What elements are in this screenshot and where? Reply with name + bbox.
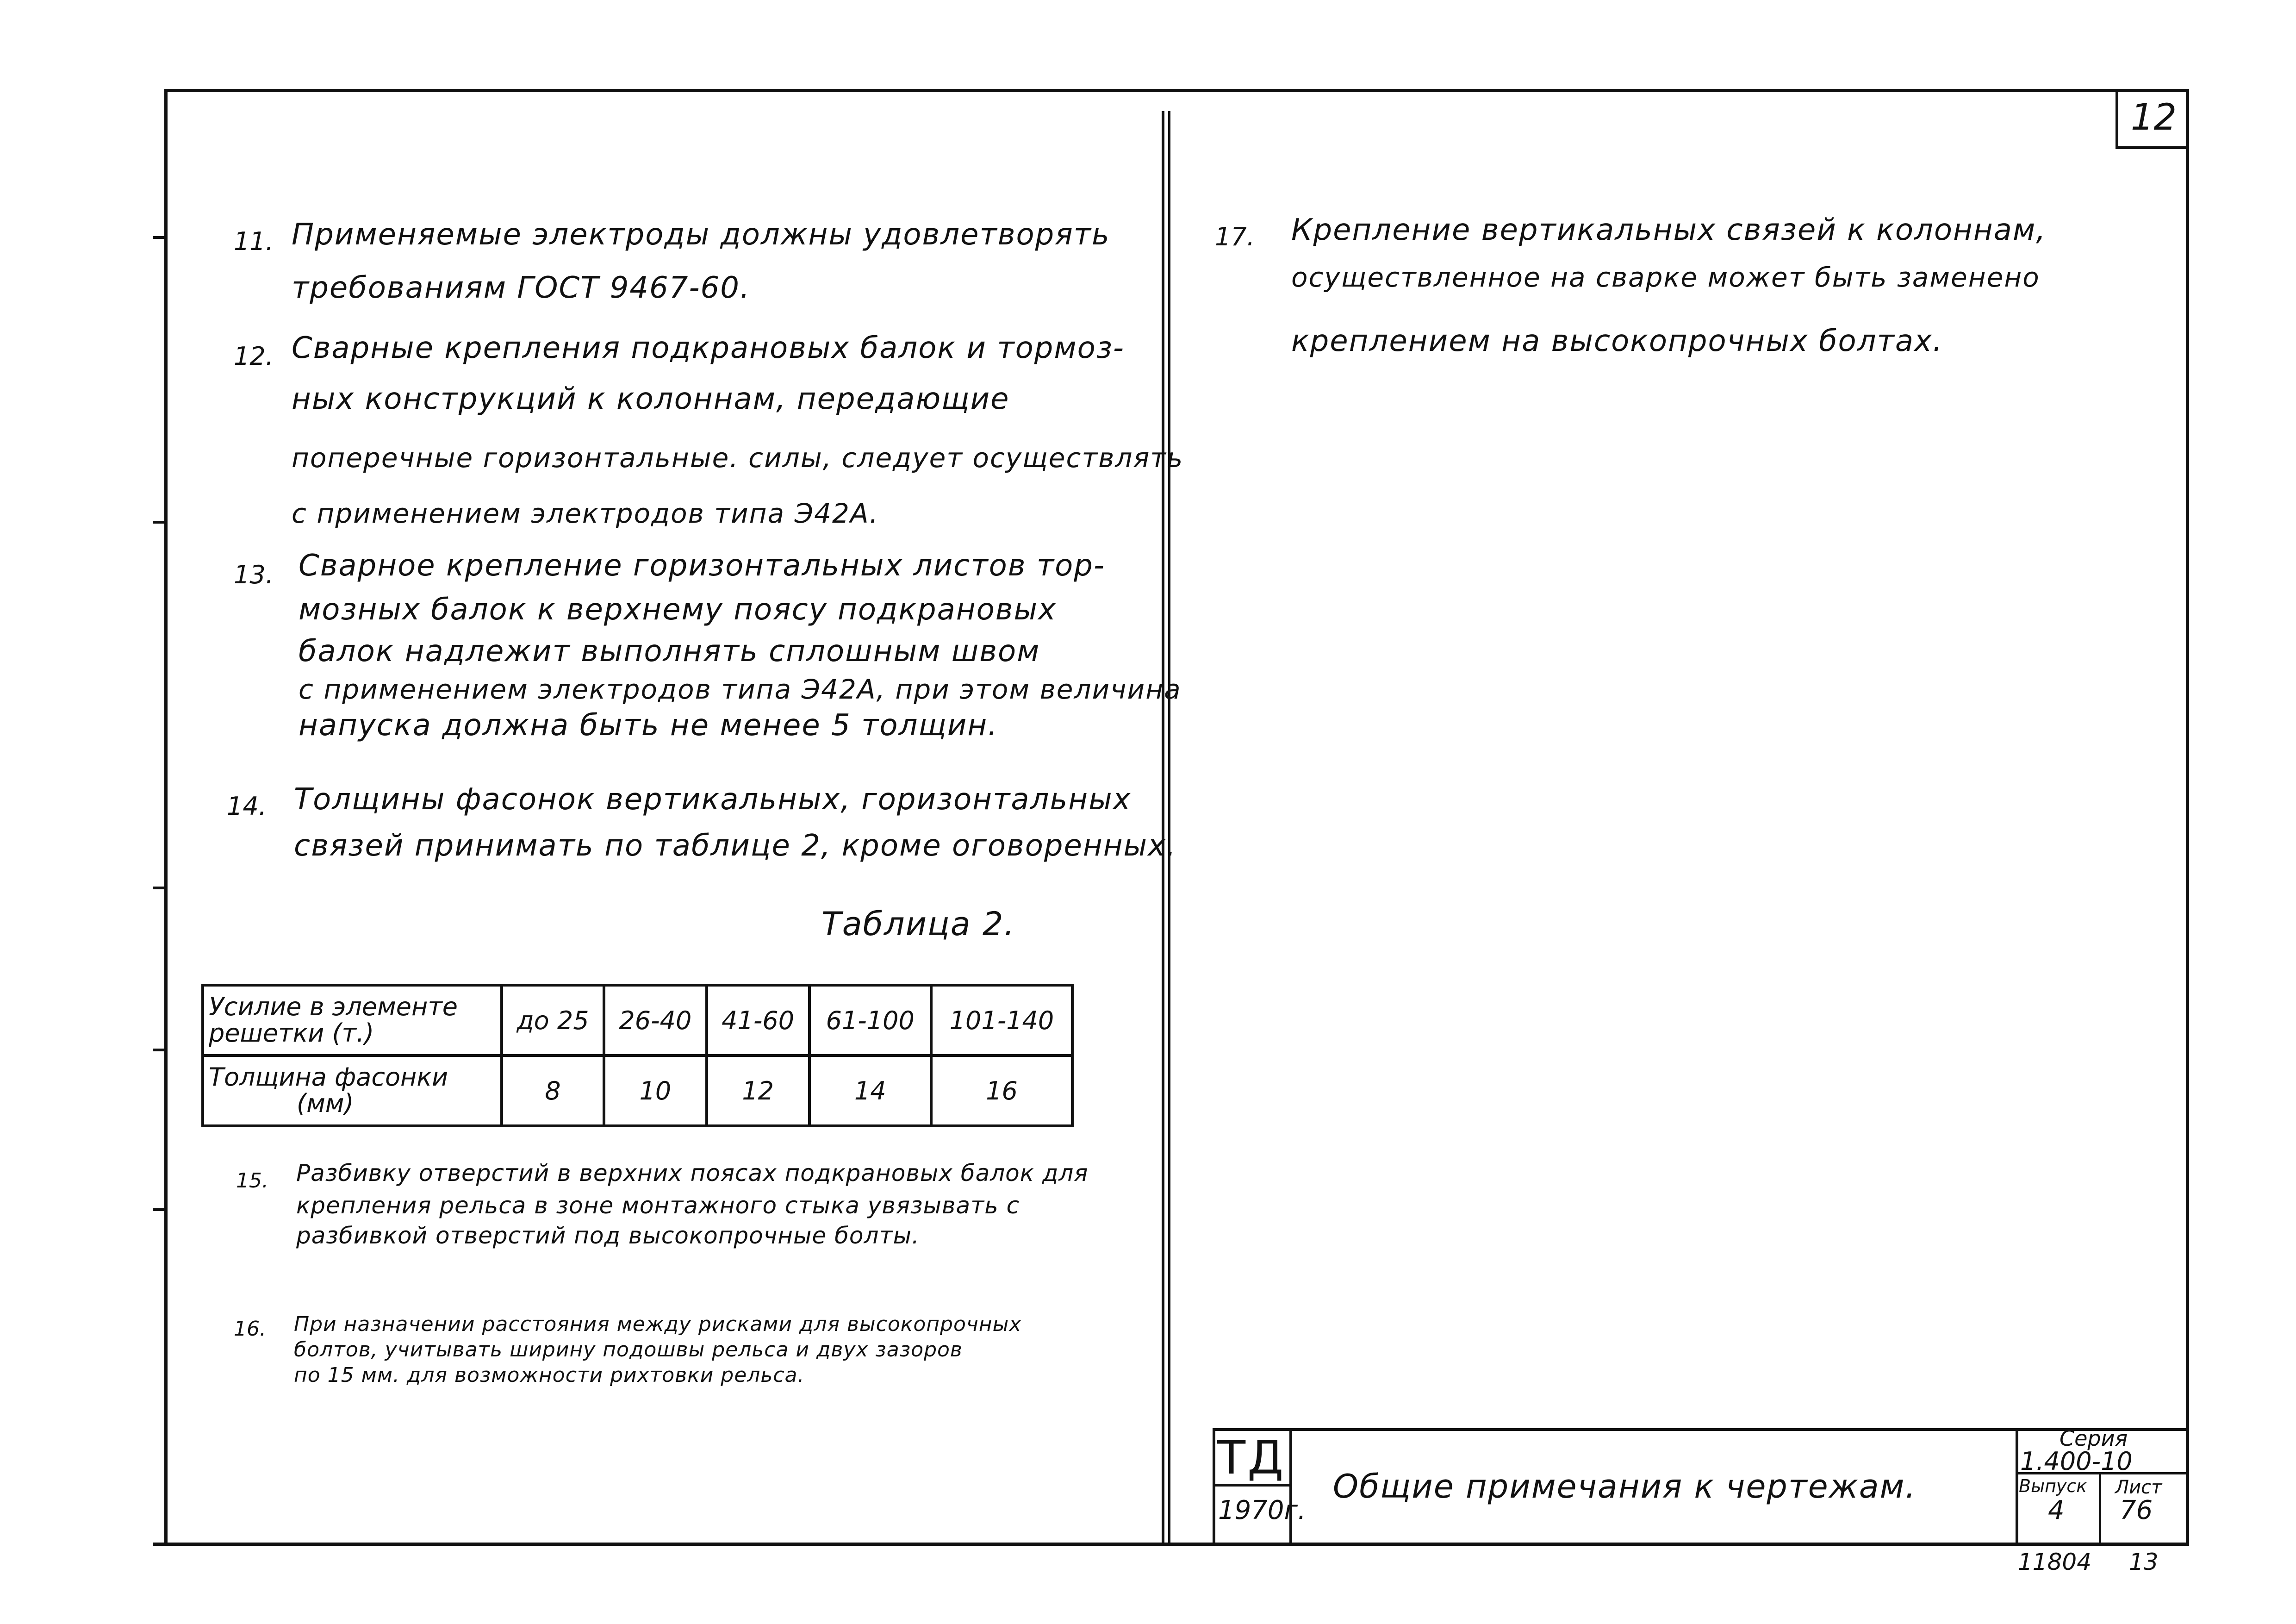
note-12-number: 12. <box>234 342 274 371</box>
table-header-line-2: решетки (т.) <box>209 1018 374 1048</box>
note-11-number: 11. <box>234 227 274 256</box>
note-12-line-3: поперечные горизонтальные. силы, следует осуществлять <box>292 442 1184 474</box>
note-12-line-4: с применением электродов типа Э42А. <box>292 498 879 529</box>
note-14-number: 14. <box>227 792 267 821</box>
table-cell: 10 <box>604 1056 707 1126</box>
year-label: 1970г. <box>1218 1495 1306 1525</box>
table-cell: 101-140 <box>931 985 1072 1056</box>
note-15-line-3: разбивкой отверстий под высокопрочные болты. <box>296 1222 920 1249</box>
margin-tick <box>153 887 167 889</box>
issue-label: Выпуск <box>2019 1476 2087 1496</box>
table-row-header <box>203 985 502 1056</box>
table-cell: 41-60 <box>707 985 809 1056</box>
frame-left-border <box>164 89 168 1543</box>
note-13-line-4: с применением электродов типа Э42А, при этом величина <box>299 674 1182 705</box>
table-cell: 26-40 <box>604 985 707 1056</box>
table-cell: до 25 <box>502 985 604 1056</box>
table-2 <box>201 984 1074 1127</box>
note-17-number: 17. <box>1215 222 1255 251</box>
table-cell: 12 <box>707 1056 809 1126</box>
margin-tick <box>153 236 167 239</box>
sheet-value: 76 <box>2120 1495 2153 1525</box>
table-row <box>203 1056 1072 1126</box>
note-14-line-1: Толщины фасонок вертикальных, горизонтальных <box>294 782 1132 817</box>
issue-value: 4 <box>2048 1495 2065 1525</box>
note-15-number: 15. <box>236 1169 268 1193</box>
note-16-line-3: по 15 мм. для возможности рихтовки рельса. <box>294 1363 805 1387</box>
note-13-line-5: напуска должна быть не менее 5 толщин. <box>299 708 998 743</box>
table-header-line-2: (мм) <box>297 1089 354 1118</box>
table-header-line-1: Усилие в элементе <box>209 992 458 1022</box>
note-13-number: 13. <box>234 560 274 589</box>
note-17-line-3: креплением на высокопрочных болтах. <box>1291 324 1943 358</box>
sheet-number-box <box>2116 89 2189 149</box>
page-number: 13 <box>2129 1549 2159 1575</box>
inventory-code: 11804 <box>2018 1549 2092 1575</box>
note-14-line-2: связей принимать по таблице 2, кроме оговоренных. <box>294 829 1177 863</box>
sheet-number: 12 <box>2130 97 2177 138</box>
frame-right-border <box>2186 89 2189 1545</box>
note-12-line-2: ных конструкций к колоннам, передающие <box>292 382 1010 416</box>
note-13-line-3: балок надлежит выполнять сплошным швом <box>299 634 1040 668</box>
column-divider <box>1162 111 1164 1543</box>
note-11-line-1: Применяемые электроды должны удовлетворять <box>292 218 1110 252</box>
table-cell: 8 <box>502 1056 604 1126</box>
frame-top-border <box>164 89 2189 92</box>
title-block-line <box>1289 1428 1292 1545</box>
sheet-label: Лист <box>2115 1477 2162 1498</box>
note-16-number: 16. <box>234 1317 266 1341</box>
table-row-header <box>203 1056 502 1126</box>
note-17-line-1: Крепление вертикальных связей к колоннам, <box>1291 213 2047 247</box>
margin-tick <box>153 1049 167 1051</box>
table-header-line-1: Толщина фасонки <box>209 1062 448 1092</box>
table-cell: 16 <box>931 1056 1072 1126</box>
note-16-line-2: болтов, учитывать ширину подошвы рельса и двух зазоров <box>294 1338 963 1362</box>
margin-tick <box>153 521 167 524</box>
note-17-line-2: осуществленное на сварке может быть заменено <box>1291 262 2040 293</box>
title-block-line <box>2099 1472 2101 1545</box>
drawing-title: Общие примечания к чертежам. <box>1333 1468 1916 1505</box>
margin-tick <box>153 1208 167 1211</box>
column-divider-second <box>1168 111 1170 1543</box>
series-label: Серия <box>2060 1426 2128 1451</box>
table-cell: 61-100 <box>809 985 931 1056</box>
table-cell: 14 <box>809 1056 931 1126</box>
org-mark: ТД <box>1217 1430 1286 1485</box>
note-13-line-2: мозных балок к верхнему поясу подкрановых <box>299 593 1057 627</box>
note-13-line-1: Сварное крепление горизонтальных листов тор- <box>299 549 1105 583</box>
note-16-line-1: При назначении расстояния между рисками для высокопрочных <box>294 1312 1022 1336</box>
title-block-line <box>2016 1428 2018 1545</box>
note-15-line-1: Разбивку отверстий в верхних поясах подкрановых балок для <box>296 1160 1089 1187</box>
note-11-line-2: требованиям ГОСТ 9467-60. <box>292 271 751 305</box>
note-15-line-2: крепления рельса в зоне монтажного стыка увязывать с <box>296 1192 1020 1219</box>
table-row <box>203 985 1072 1056</box>
note-12-line-1: Сварные крепления подкрановых балок и тормоз- <box>292 331 1125 365</box>
series-value: 1.400-10 <box>2020 1447 2133 1476</box>
table-caption: Таблица 2. <box>821 905 1015 943</box>
